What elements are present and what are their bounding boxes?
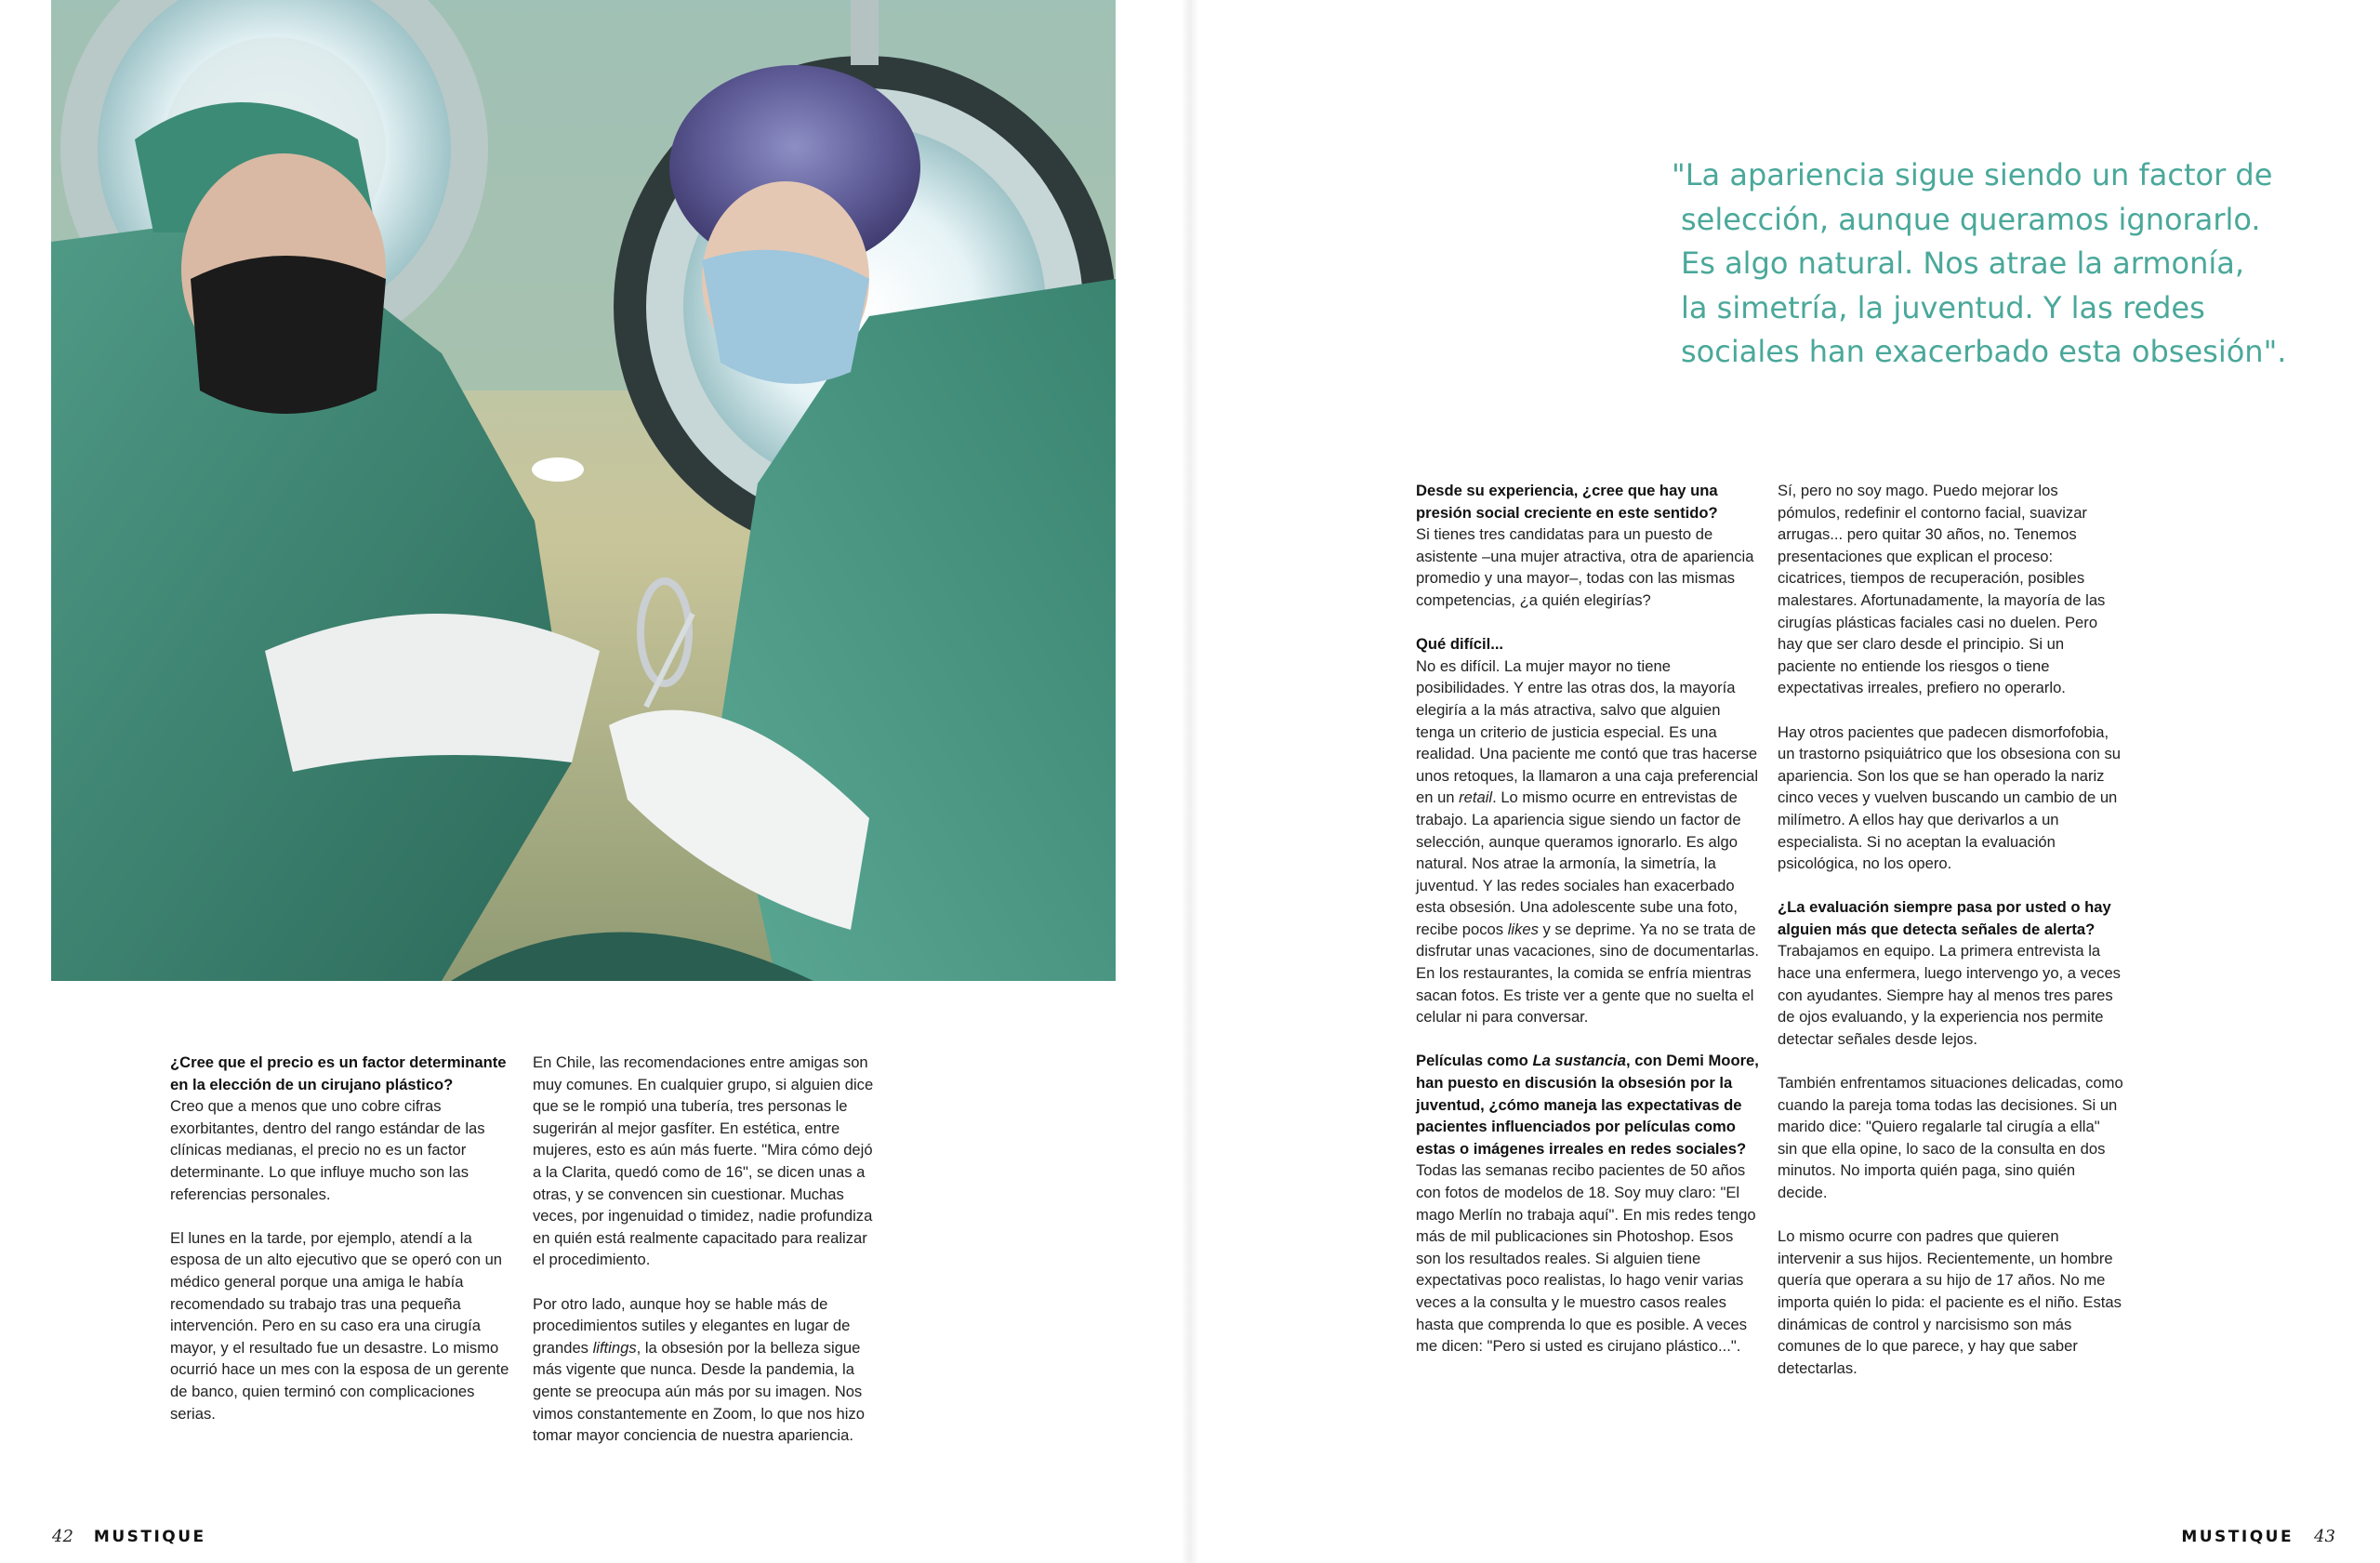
pull-quote-line: sociales han exacerbado esta obsesión". [1681,334,2287,369]
left-folio [52,1527,206,1546]
text-run: , con Demi Moore, han puesto en discusión la obsesión por la juventud, ¿cómo maneja las expectativas de pacientes influenciados por películas como estas o imágenes irreales en redes sociales? [1416,1052,1759,1158]
text-run: Por otro lado, aunque hoy se hable más de procedimientos sutiles y elegantes en lugar de grandes [533,1294,851,1357]
interview-question: ¿La evaluación siempre pasa por usted o hay alguien más que detecta señales de alerta? [1778,898,2111,938]
italic-term: likes [1507,920,1539,938]
right-column-1 [1416,480,1762,1358]
paragraph: Hay otros pacientes que padecen dismorfofobia, un trastorno psiquiátrico que los obsesiona con su apariencia. Son los que se han operado la nariz cinco veces y vuelven buscando un cambio de un milímetro. A ellos hay que derivarlos a un especialista. Si no aceptan la evaluación psicológica, no los opero. [1778,722,2121,873]
italic-term: La sustancia [1532,1052,1626,1070]
interview-question [1416,1050,1762,1159]
page-number: 43 [2314,1527,2335,1546]
text-run: y se deprime. Ya no se trata de disfrutar unas vacaciones, sino de documentarlas. En los restaurantes, la comida se enfría mientras sacan fotos. Es triste ver a gente que no suelta el celular ni para conversar. [1416,920,1759,1027]
pull-quote-line: Es algo natural. Nos atrae la armonía, [1681,245,2245,281]
italic-term: liftings [592,1338,637,1357]
interview-question: Desde su experiencia, ¿cree que hay una presión social creciente en este sentido? [1416,482,1718,522]
interview-question: Qué difícil... [1416,635,1504,654]
paragraph: Sí, pero no soy mago. Puedo mejorar los pómulos, redefinir el contorno facial, suavizar arrugas... pero quitar 30 años, no. Tenemos presentaciones que explican el proceso: cicatrices, tiempos de recuperación, posibles malestares. Afortunadamente, la mayoría de las cirugías plásticas faciales casi no duelen. Pero hay que ser claro desde el principio. Si un paciente no entiende los riesgos o tiene expectativas irreales, prefiero no operarlo. [1778,482,2106,697]
text-run: , la obsesión por la belleza sigue más vigente que nunca. Desde la pandemia, la gente se preocupa aún más por su imagen. Nos vimos constantemente en Zoom, lo que nos hizo tomar mayor conciencia de nuestra apariencia. [533,1338,865,1445]
magazine-logo: MUSTIQUE [93,1528,206,1546]
right-folio [2181,1527,2335,1546]
paragraph [1778,896,2123,1050]
interview-answer [1416,656,1762,1028]
text-run: Películas como [1416,1052,1533,1070]
pull-quote-line: la simetría, la juventud. Y las redes [1681,289,2205,325]
page-number: 42 [52,1527,73,1546]
right-column-2 [1778,480,2123,1379]
paragraph [1416,480,1762,612]
paragraph [533,1293,877,1447]
paragraph: En Chile, las recomendaciones entre amigas son muy comunes. En cualquier grupo, si alguien dice que se le rompió una tubería, tres personas le sugerirán al mejor gasfíter. En estética, entre mujeres, esto es aún más fuerte. "Mira cómo dejó a la Clarita, quedó como de 16", se dicen unas a otras, y se convencen sin cuestionar. Muchas veces, por ingenuidad o timidez, nadie profundiza en quién está realmente capacitado para realizar el procedimiento. [533,1053,874,1269]
pull-quote-line: selección, aunque queramos ignorarlo. [1681,201,2261,237]
left-column-1 [170,1052,514,1424]
surgeons-operating-illustration [51,0,1116,981]
italic-term: retail [1459,788,1493,807]
paragraph: Lo mismo ocurre con padres que quieren intervenir a sus hijos. Recientemente, un hombre quería que operara a su hijo de 17 años. No me importa quién lo pida: el paciente es el niño. Estas dinámicas de control y narcisismo son más comunes de lo que parece, y hay que saber detectarlas. [1778,1227,2122,1377]
paragraph: El lunes en la tarde, por ejemplo, atendí a la esposa de un alto ejecutivo que se operó con un médico general porque una amiga le había recomendado su trabajo tras una pequeña intervención. Pero en su caso era una cirugía mayor, y el resultado fue un desastre. Lo mismo ocurrió hace un mes con la esposa de un gerente de banco, quien terminó con complicaciones serias. [170,1228,509,1423]
pull-quote-line: "La apariencia sigue siendo un factor de [1672,157,2273,192]
interview-answer: Trabajamos en equipo. La primera entrevista la hace una enfermera, luego intervengo yo, a veces con ayudantes. Siempre hay al menos tres pares de ojos evaluando, y la experiencia nos permite detectar señales desde lejos. [1778,942,2121,1048]
text-run: . Lo mismo ocurre en entrevistas de trabajo. La apariencia sigue siendo un factor de selección, aunque queramos ignorarlo. Es algo natural. Nos atrae la armonía, la simetría, la juventud. Y las redes sociales han exacerbado esta obsesión. Una adolescente sube una foto, recibe pocos [1416,788,1741,938]
paragraph: También enfrentamos situaciones delicadas, como cuando la pareja toma todas las decisiones. Si un marido dice: "Quiero regalarle tal cirugía a ella" sin que ella opine, lo saco de la consulta en dos minutos. No importa quién paga, sino quién decide. [1778,1074,2123,1201]
magazine-logo: MUSTIQUE [2181,1528,2294,1546]
paragraph [1416,1050,1762,1357]
pull-quote [1672,153,2285,375]
interview-answer: Creo que a menos que uno cobre cifras exorbitantes, dentro del rango estándar de las clínicas medianas, el precio no es un factor determinante. Lo que influye mucho son las referencias personales. [170,1097,485,1203]
paragraph [170,1052,514,1205]
interview-question: ¿Cree que el precio es un factor determinante en la elección de un cirujano plástico? [170,1053,507,1093]
interview-answer: Todas las semanas recibo pacientes de 50 años con fotos de modelos de 18. Soy muy claro: "El mago Merlín no trabaja aquí". En mis redes tengo más de mil publicaciones sin Photoshop. Esos son los resultados reales. Si alguien tiene expectativas poco realistas, lo hago venir varias veces a la consulta y le muestro casos reales hasta que comprenda lo que es posible. A veces me dicen: "Pero si usted es cirujano plástico...". [1416,1161,1756,1356]
paragraph [1416,633,1762,1028]
interview-answer: Si tienes tres candidatas para un puesto de asistente –una mujer atractiva, otra de apariencia promedio y una mayor–, todas con las mismas competencias, ¿a quién elegirías? [1416,525,1754,609]
surgery-photo [51,0,1116,981]
text-run: No es difícil. La mujer mayor no tiene posibilidades. Y entre las otras dos, la mayoría elegiría a la más atractiva, salvo que alguien tenga un criterio de justicia especial. Es una realidad. Una paciente me contó que tras hacerse unos retoques, la llamaron a una caja preferencial en un [1416,656,1759,807]
left-column-2 [533,1052,877,1447]
